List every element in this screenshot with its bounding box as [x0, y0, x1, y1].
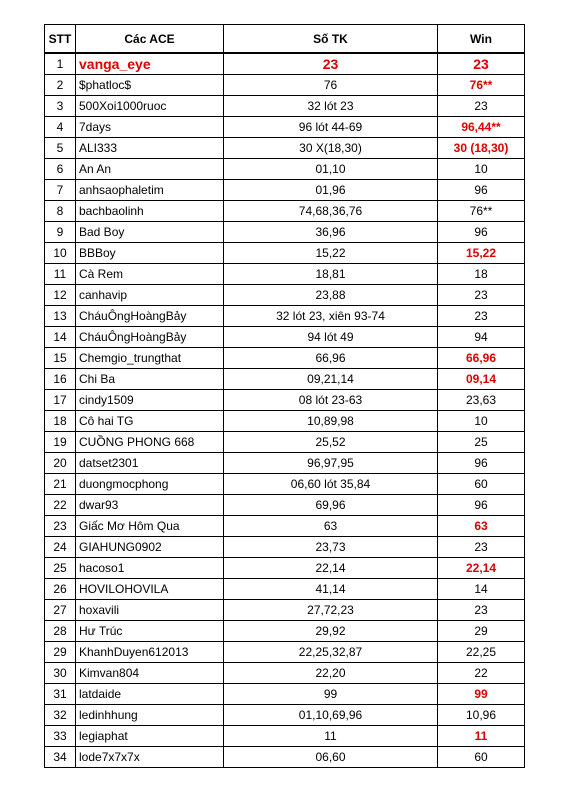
- cell-name: Chemgio_trungthat: [76, 348, 224, 369]
- cell-stt: 28: [45, 621, 76, 642]
- cell-stt: 21: [45, 474, 76, 495]
- table-row: [45, 306, 525, 327]
- cell-sotk: 30 X(18,30): [224, 138, 438, 159]
- cell-name: HOVILOHOVILA: [76, 579, 224, 600]
- cell-sotk: 25,52: [224, 432, 438, 453]
- cell-stt: 2: [45, 75, 76, 96]
- cell-win: 10: [438, 411, 525, 432]
- cell-stt: 25: [45, 558, 76, 579]
- cell-win: 23: [438, 306, 525, 327]
- cell-win: 23: [438, 285, 525, 306]
- cell-win: 09,14: [438, 369, 525, 390]
- cell-name: legiaphat: [76, 726, 224, 747]
- cell-win: 18: [438, 264, 525, 285]
- cell-name: 500Xoi1000ruoc: [76, 96, 224, 117]
- cell-stt: 15: [45, 348, 76, 369]
- cell-sotk: 22,14: [224, 558, 438, 579]
- cell-name: KhanhDuyen612013: [76, 642, 224, 663]
- cell-sotk: 15,22: [224, 243, 438, 264]
- table-row: [45, 369, 525, 390]
- cell-sotk: 74,68,36,76: [224, 201, 438, 222]
- cell-stt: 14: [45, 327, 76, 348]
- cell-sotk: 32 lót 23, xiên 93-74: [224, 306, 438, 327]
- cell-stt: 16: [45, 369, 76, 390]
- table-row: [45, 558, 525, 579]
- cell-stt: 17: [45, 390, 76, 411]
- cell-win: 23: [438, 96, 525, 117]
- cell-sotk: 08 lót 23-63: [224, 390, 438, 411]
- table-row: [45, 411, 525, 432]
- table-row: [45, 474, 525, 495]
- table-row: [45, 264, 525, 285]
- table-row: [45, 579, 525, 600]
- cell-name: latdaide: [76, 684, 224, 705]
- cell-sotk: 96,97,95: [224, 453, 438, 474]
- cell-win: 22,14: [438, 558, 525, 579]
- cell-stt: 9: [45, 222, 76, 243]
- cell-win: 63: [438, 516, 525, 537]
- cell-stt: 11: [45, 264, 76, 285]
- cell-win: 11: [438, 726, 525, 747]
- cell-name: CUỒNG PHONG 668: [76, 432, 224, 453]
- cell-name: vanga_eye: [76, 53, 224, 75]
- cell-name: ALI333: [76, 138, 224, 159]
- table-row: [45, 537, 525, 558]
- cell-win: 29: [438, 621, 525, 642]
- cell-stt: 6: [45, 159, 76, 180]
- cell-name: Chi Ba: [76, 369, 224, 390]
- cell-stt: 34: [45, 747, 76, 768]
- cell-stt: 5: [45, 138, 76, 159]
- cell-win: 22,25: [438, 642, 525, 663]
- cell-sotk: 96 lót 44-69: [224, 117, 438, 138]
- cell-win: 96: [438, 222, 525, 243]
- cell-name: Cà Rem: [76, 264, 224, 285]
- cell-stt: 32: [45, 705, 76, 726]
- cell-sotk: 22,20: [224, 663, 438, 684]
- cell-win: 23,63: [438, 390, 525, 411]
- cell-sotk: 09,21,14: [224, 369, 438, 390]
- cell-win: 66,96: [438, 348, 525, 369]
- cell-win: 15,22: [438, 243, 525, 264]
- cell-sotk: 22,25,32,87: [224, 642, 438, 663]
- cell-name: Hư Trúc: [76, 621, 224, 642]
- cell-sotk: 27,72,23: [224, 600, 438, 621]
- cell-name: Bad Boy: [76, 222, 224, 243]
- cell-sotk: 01,10,69,96: [224, 705, 438, 726]
- cell-win: 23: [438, 600, 525, 621]
- cell-sotk: 10,89,98: [224, 411, 438, 432]
- cell-name: BBBoy: [76, 243, 224, 264]
- cell-sotk: 23: [224, 53, 438, 75]
- cell-name: hoxavili: [76, 600, 224, 621]
- cell-sotk: 23,88: [224, 285, 438, 306]
- cell-sotk: 32 lót 23: [224, 96, 438, 117]
- header-row: [45, 25, 525, 54]
- table-row: [45, 348, 525, 369]
- cell-sotk: 66,96: [224, 348, 438, 369]
- cell-stt: 31: [45, 684, 76, 705]
- table-row: [45, 96, 525, 117]
- table-row: [45, 159, 525, 180]
- cell-win: 96: [438, 495, 525, 516]
- cell-name: lode7x7x7x: [76, 747, 224, 768]
- cell-stt: 26: [45, 579, 76, 600]
- cell-win: 30 (18,30): [438, 138, 525, 159]
- cell-win: 76**: [438, 201, 525, 222]
- table-row: [45, 495, 525, 516]
- cell-stt: 7: [45, 180, 76, 201]
- table-row: [45, 516, 525, 537]
- table-row: [45, 222, 525, 243]
- table-row: [45, 243, 525, 264]
- cell-win: 10,96: [438, 705, 525, 726]
- results-table: [44, 24, 525, 768]
- cell-sotk: 36,96: [224, 222, 438, 243]
- cell-win: 60: [438, 747, 525, 768]
- cell-sotk: 18,81: [224, 264, 438, 285]
- cell-sotk: 99: [224, 684, 438, 705]
- cell-win: 14: [438, 579, 525, 600]
- table-row: [45, 432, 525, 453]
- cell-stt: 23: [45, 516, 76, 537]
- cell-win: 23: [438, 537, 525, 558]
- cell-name: datset2301: [76, 453, 224, 474]
- table-row: [45, 53, 525, 75]
- cell-sotk: 01,10: [224, 159, 438, 180]
- cell-stt: 30: [45, 663, 76, 684]
- cell-stt: 18: [45, 411, 76, 432]
- cell-name: ledinhhung: [76, 705, 224, 726]
- cell-win: 25: [438, 432, 525, 453]
- cell-sotk: 41,14: [224, 579, 438, 600]
- cell-win: 94: [438, 327, 525, 348]
- table-row: [45, 138, 525, 159]
- cell-win: 23: [438, 53, 525, 75]
- cell-name: GIAHUNG0902: [76, 537, 224, 558]
- table-row: [45, 117, 525, 138]
- table-row: [45, 663, 525, 684]
- header-win: Win: [438, 25, 525, 54]
- cell-stt: 19: [45, 432, 76, 453]
- cell-name: canhavip: [76, 285, 224, 306]
- cell-sotk: 29,92: [224, 621, 438, 642]
- header-stt: STT: [45, 25, 76, 54]
- header-sotk: Số TK: [224, 25, 438, 54]
- cell-stt: 8: [45, 201, 76, 222]
- cell-win: 99: [438, 684, 525, 705]
- cell-name: Kimvan804: [76, 663, 224, 684]
- cell-sotk: 06,60: [224, 747, 438, 768]
- table-row: [45, 726, 525, 747]
- cell-sotk: 01,96: [224, 180, 438, 201]
- table-row: [45, 621, 525, 642]
- table-row: [45, 600, 525, 621]
- cell-stt: 27: [45, 600, 76, 621]
- cell-name: CháuÔngHoàngBảy: [76, 327, 224, 348]
- cell-win: 96: [438, 453, 525, 474]
- cell-name: An An: [76, 159, 224, 180]
- cell-name: 7days: [76, 117, 224, 138]
- cell-stt: 10: [45, 243, 76, 264]
- cell-name: cindy1509: [76, 390, 224, 411]
- cell-stt: 3: [45, 96, 76, 117]
- table-row: [45, 75, 525, 96]
- table-row: [45, 747, 525, 768]
- table-row: [45, 705, 525, 726]
- cell-win: 22: [438, 663, 525, 684]
- table-row: [45, 684, 525, 705]
- cell-sotk: 76: [224, 75, 438, 96]
- cell-win: 60: [438, 474, 525, 495]
- table-body: [45, 53, 525, 768]
- cell-stt: 12: [45, 285, 76, 306]
- cell-name: duongmocphong: [76, 474, 224, 495]
- table-row: [45, 180, 525, 201]
- cell-name: CháuÔngHoàngBảy: [76, 306, 224, 327]
- cell-sotk: 63: [224, 516, 438, 537]
- cell-stt: 24: [45, 537, 76, 558]
- cell-sotk: 23,73: [224, 537, 438, 558]
- cell-win: 76**: [438, 75, 525, 96]
- cell-stt: 33: [45, 726, 76, 747]
- cell-sotk: 06,60 lót 35,84: [224, 474, 438, 495]
- cell-name: hacoso1: [76, 558, 224, 579]
- header-name: Các ACE: [76, 25, 224, 54]
- cell-win: 96,44**: [438, 117, 525, 138]
- table-row: [45, 285, 525, 306]
- cell-stt: 20: [45, 453, 76, 474]
- cell-win: 96: [438, 180, 525, 201]
- cell-name: bachbaolinh: [76, 201, 224, 222]
- cell-sotk: 69,96: [224, 495, 438, 516]
- table-row: [45, 390, 525, 411]
- cell-stt: 1: [45, 53, 76, 75]
- cell-stt: 29: [45, 642, 76, 663]
- table-row: [45, 327, 525, 348]
- cell-win: 10: [438, 159, 525, 180]
- table-row: [45, 201, 525, 222]
- cell-name: dwar93: [76, 495, 224, 516]
- table-row: [45, 642, 525, 663]
- cell-stt: 13: [45, 306, 76, 327]
- cell-name: anhsaophaletim: [76, 180, 224, 201]
- table-row: [45, 453, 525, 474]
- cell-name: Cô hai TG: [76, 411, 224, 432]
- cell-sotk: 94 lót 49: [224, 327, 438, 348]
- cell-stt: 22: [45, 495, 76, 516]
- cell-name: Giấc Mơ Hôm Qua: [76, 516, 224, 537]
- cell-sotk: 11: [224, 726, 438, 747]
- cell-stt: 4: [45, 117, 76, 138]
- cell-name: $phatloc$: [76, 75, 224, 96]
